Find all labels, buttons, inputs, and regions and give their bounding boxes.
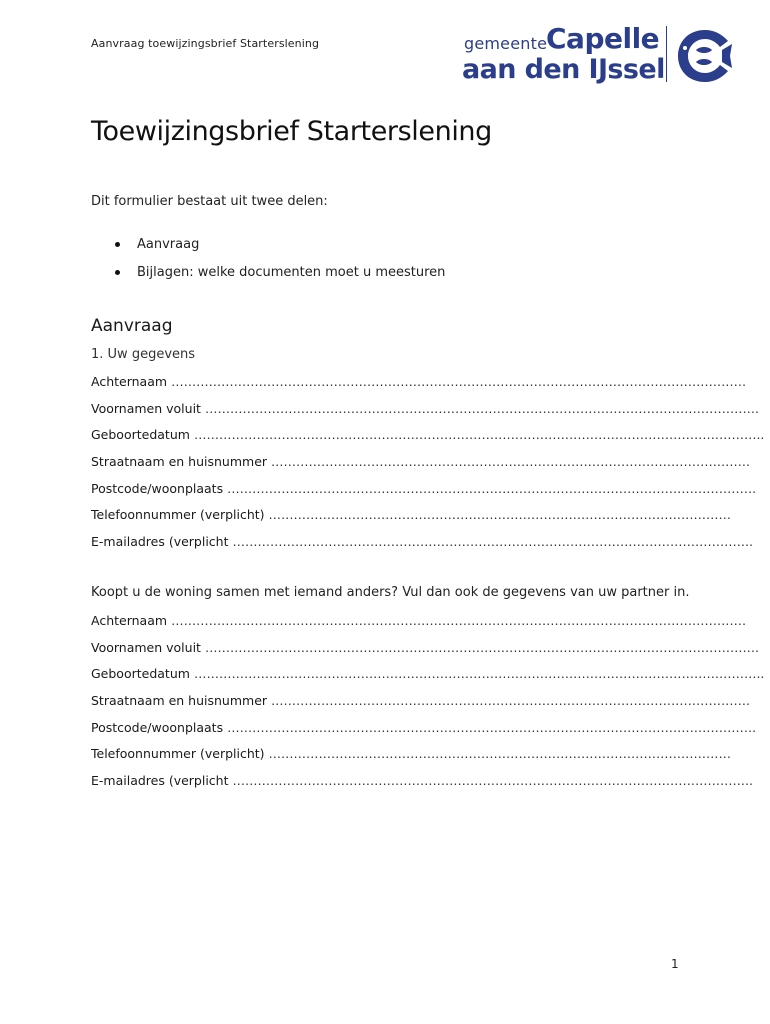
logo-capelle-text: Capelle [546, 22, 660, 55]
fill-in-line[interactable]: ………………………………………………………………………………………………………………. [227, 719, 757, 735]
fill-in-line[interactable]: ………………………………………………………………………………………………………………………… [171, 374, 747, 389]
fill-in-line[interactable]: …………………………………………………………………………………………………………….. [232, 534, 753, 550]
partner-field-geboortedatum[interactable] [91, 665, 765, 692]
field-label: Geboortedatum [91, 427, 190, 443]
field-label: Straatnaam en huisnummer [91, 693, 268, 709]
bullet-item-aanvraag: Aanvraag [91, 236, 445, 264]
field-label: Straatnaam en huisnummer [91, 454, 268, 470]
field-label: Achternaam [91, 374, 168, 389]
partner-intro-text: Koopt u de woning samen met iemand anders? Vul dan ook de gegevens van uw partner in. [91, 585, 690, 600]
field-label: Telefoonnummer (verplicht) [91, 746, 265, 762]
fill-in-line[interactable]: ……………………………………………………………………………………………………. [271, 693, 751, 709]
fill-in-line[interactable]: ……………………………………………………………………………………………………………………….. [193, 427, 765, 443]
fill-in-line[interactable]: ………………………………………………………………………………………………………………………… [171, 613, 747, 628]
bullet-list [91, 236, 445, 292]
fill-in-line[interactable]: ……………………………………………………………………………………………………………………. [204, 639, 759, 655]
field-straatnaam[interactable] [91, 453, 751, 480]
running-header: Aanvraag toewijzingsbrief Starterslening [91, 37, 320, 50]
fill-in-line[interactable]: …………………………………………………………………………………………………………….. [232, 773, 753, 789]
bullet-item-bijlagen: Bijlagen: welke documenten moet u meesturen [91, 264, 445, 292]
field-email[interactable] [91, 533, 753, 560]
logo-divider [666, 26, 667, 82]
partner-field-voornamen[interactable] [91, 639, 759, 666]
partner-field-telefoon[interactable] [91, 745, 732, 772]
partner-field-postcode[interactable] [91, 719, 757, 746]
partner-field-achternaam[interactable] [91, 612, 747, 639]
partner-field-email[interactable] [91, 772, 753, 799]
fill-in-line[interactable]: ………………………………………………………………………………………………… [268, 746, 732, 762]
fill-in-line[interactable]: ………………………………………………………………………………………………………………. [227, 480, 757, 496]
field-label: Telefoonnummer (verplicht) [91, 507, 265, 523]
section-heading-aanvraag: Aanvraag [91, 316, 173, 336]
field-label: Postcode/woonplaats [91, 719, 224, 735]
document-title: Toewijzingsbrief Starterslening [91, 116, 492, 147]
field-telefoon[interactable] [91, 506, 732, 533]
field-label: E-mailadres (verplicht [91, 534, 229, 550]
field-postcode[interactable] [91, 480, 757, 507]
field-label: Geboortedatum [91, 666, 190, 682]
partner-field-straatnaam[interactable] [91, 692, 751, 719]
subsection-uw-gegevens: 1. Uw gegevens [91, 347, 196, 362]
fill-in-line[interactable]: ……………………………………………………………………………………………………. [271, 454, 751, 470]
field-geboortedatum[interactable] [91, 426, 765, 453]
fill-in-line[interactable]: ……………………………………………………………………………………………………………………….. [193, 666, 765, 682]
field-achternaam[interactable] [91, 373, 747, 400]
field-label: E-mailadres (verplicht [91, 773, 229, 789]
page-number: 1 [671, 957, 679, 971]
logo-aan-den-ijssel-text: aan den IJssel [462, 54, 665, 85]
field-label: Voornamen voluit [91, 400, 201, 416]
partner-fields [91, 612, 765, 799]
fill-in-line[interactable]: ………………………………………………………………………………………………… [268, 507, 732, 523]
municipality-logo [462, 24, 742, 88]
field-voornamen[interactable] [91, 400, 759, 427]
fill-in-line[interactable]: ……………………………………………………………………………………………………………………. [204, 400, 759, 416]
fish-emblem-icon [674, 26, 736, 86]
field-label: Postcode/woonplaats [91, 480, 224, 496]
applicant-fields [91, 373, 765, 560]
field-label: Achternaam [91, 613, 168, 628]
field-label: Voornamen voluit [91, 639, 201, 655]
intro-text: Dit formulier bestaat uit twee delen: [91, 194, 328, 209]
logo-gemeente-text: gemeente [464, 34, 548, 53]
